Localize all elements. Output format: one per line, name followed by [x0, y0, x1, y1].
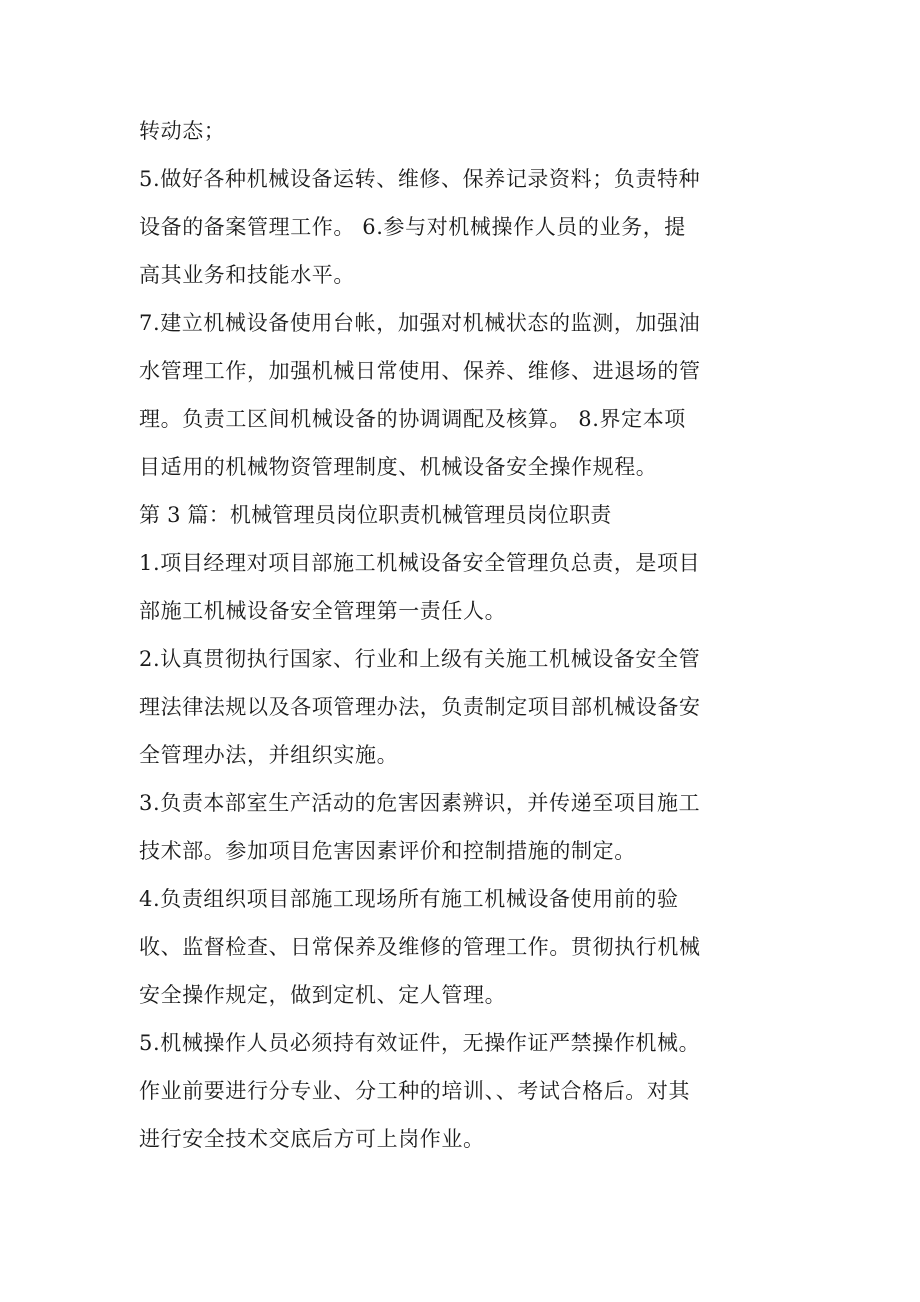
body-line: 目适用的机械物资管理制度、机械设备安全操作规程。	[139, 455, 658, 479]
body-line: 2.认真贯彻执行国家、行业和上级有关施工机械设备安全管	[139, 647, 701, 671]
body-line: 安全操作规定，做到定机、定人管理。	[139, 983, 507, 1007]
section-heading: 第 3 篇：机械管理员岗位职责机械管理员岗位职责	[139, 503, 612, 527]
body-line: 5.机械操作人员必须持有效证件，无操作证严禁操作机械。	[139, 1031, 701, 1055]
body-line: 水管理工作，加强机械日常使用、保养、维修、进退场的管	[139, 359, 701, 383]
body-line: 7.建立机械设备使用台帐，加强对机械状态的监测，加强油	[139, 311, 701, 335]
body-line: 4.负责组织项目部施工现场所有施工机械设备使用前的验	[139, 887, 679, 911]
document-body	[139, 107, 799, 1163]
body-line: 作业前要进行分专业、分工种的培训、、考试合格后。对其	[139, 1079, 691, 1103]
body-line: 部施工机械设备安全管理第一责任人。	[139, 599, 507, 623]
body-line: 收、监督检查、日常保养及维修的管理工作。贯彻执行机械	[139, 935, 701, 959]
body-line: 进行安全技术交底后方可上岗作业。	[139, 1127, 485, 1151]
body-line: 理法律法规以及各项管理办法，负责制定项目部机械设备安	[139, 695, 701, 719]
body-line: 理。负责工区间机械设备的协调调配及核算。 8.界定本项	[139, 407, 686, 431]
body-line: 1.项目经理对项目部施工机械设备安全管理负总责，是项目	[139, 551, 701, 575]
body-line: 3.负责本部室生产活动的危害因素辨识，并传递至项目施工	[139, 791, 701, 815]
body-line: 转动态；	[139, 119, 226, 143]
body-line: 技术部。参加项目危害因素评价和控制措施的制定。	[139, 839, 636, 863]
body-line: 高其业务和技能水平。	[139, 263, 355, 287]
body-line: 设备的备案管理工作。 6.参与对机械操作人员的业务，提	[139, 215, 686, 239]
body-line: 5.做好各种机械设备运转、维修、保养记录资料；负责特种	[139, 167, 701, 191]
body-line: 全管理办法，并组织实施。	[139, 743, 399, 767]
